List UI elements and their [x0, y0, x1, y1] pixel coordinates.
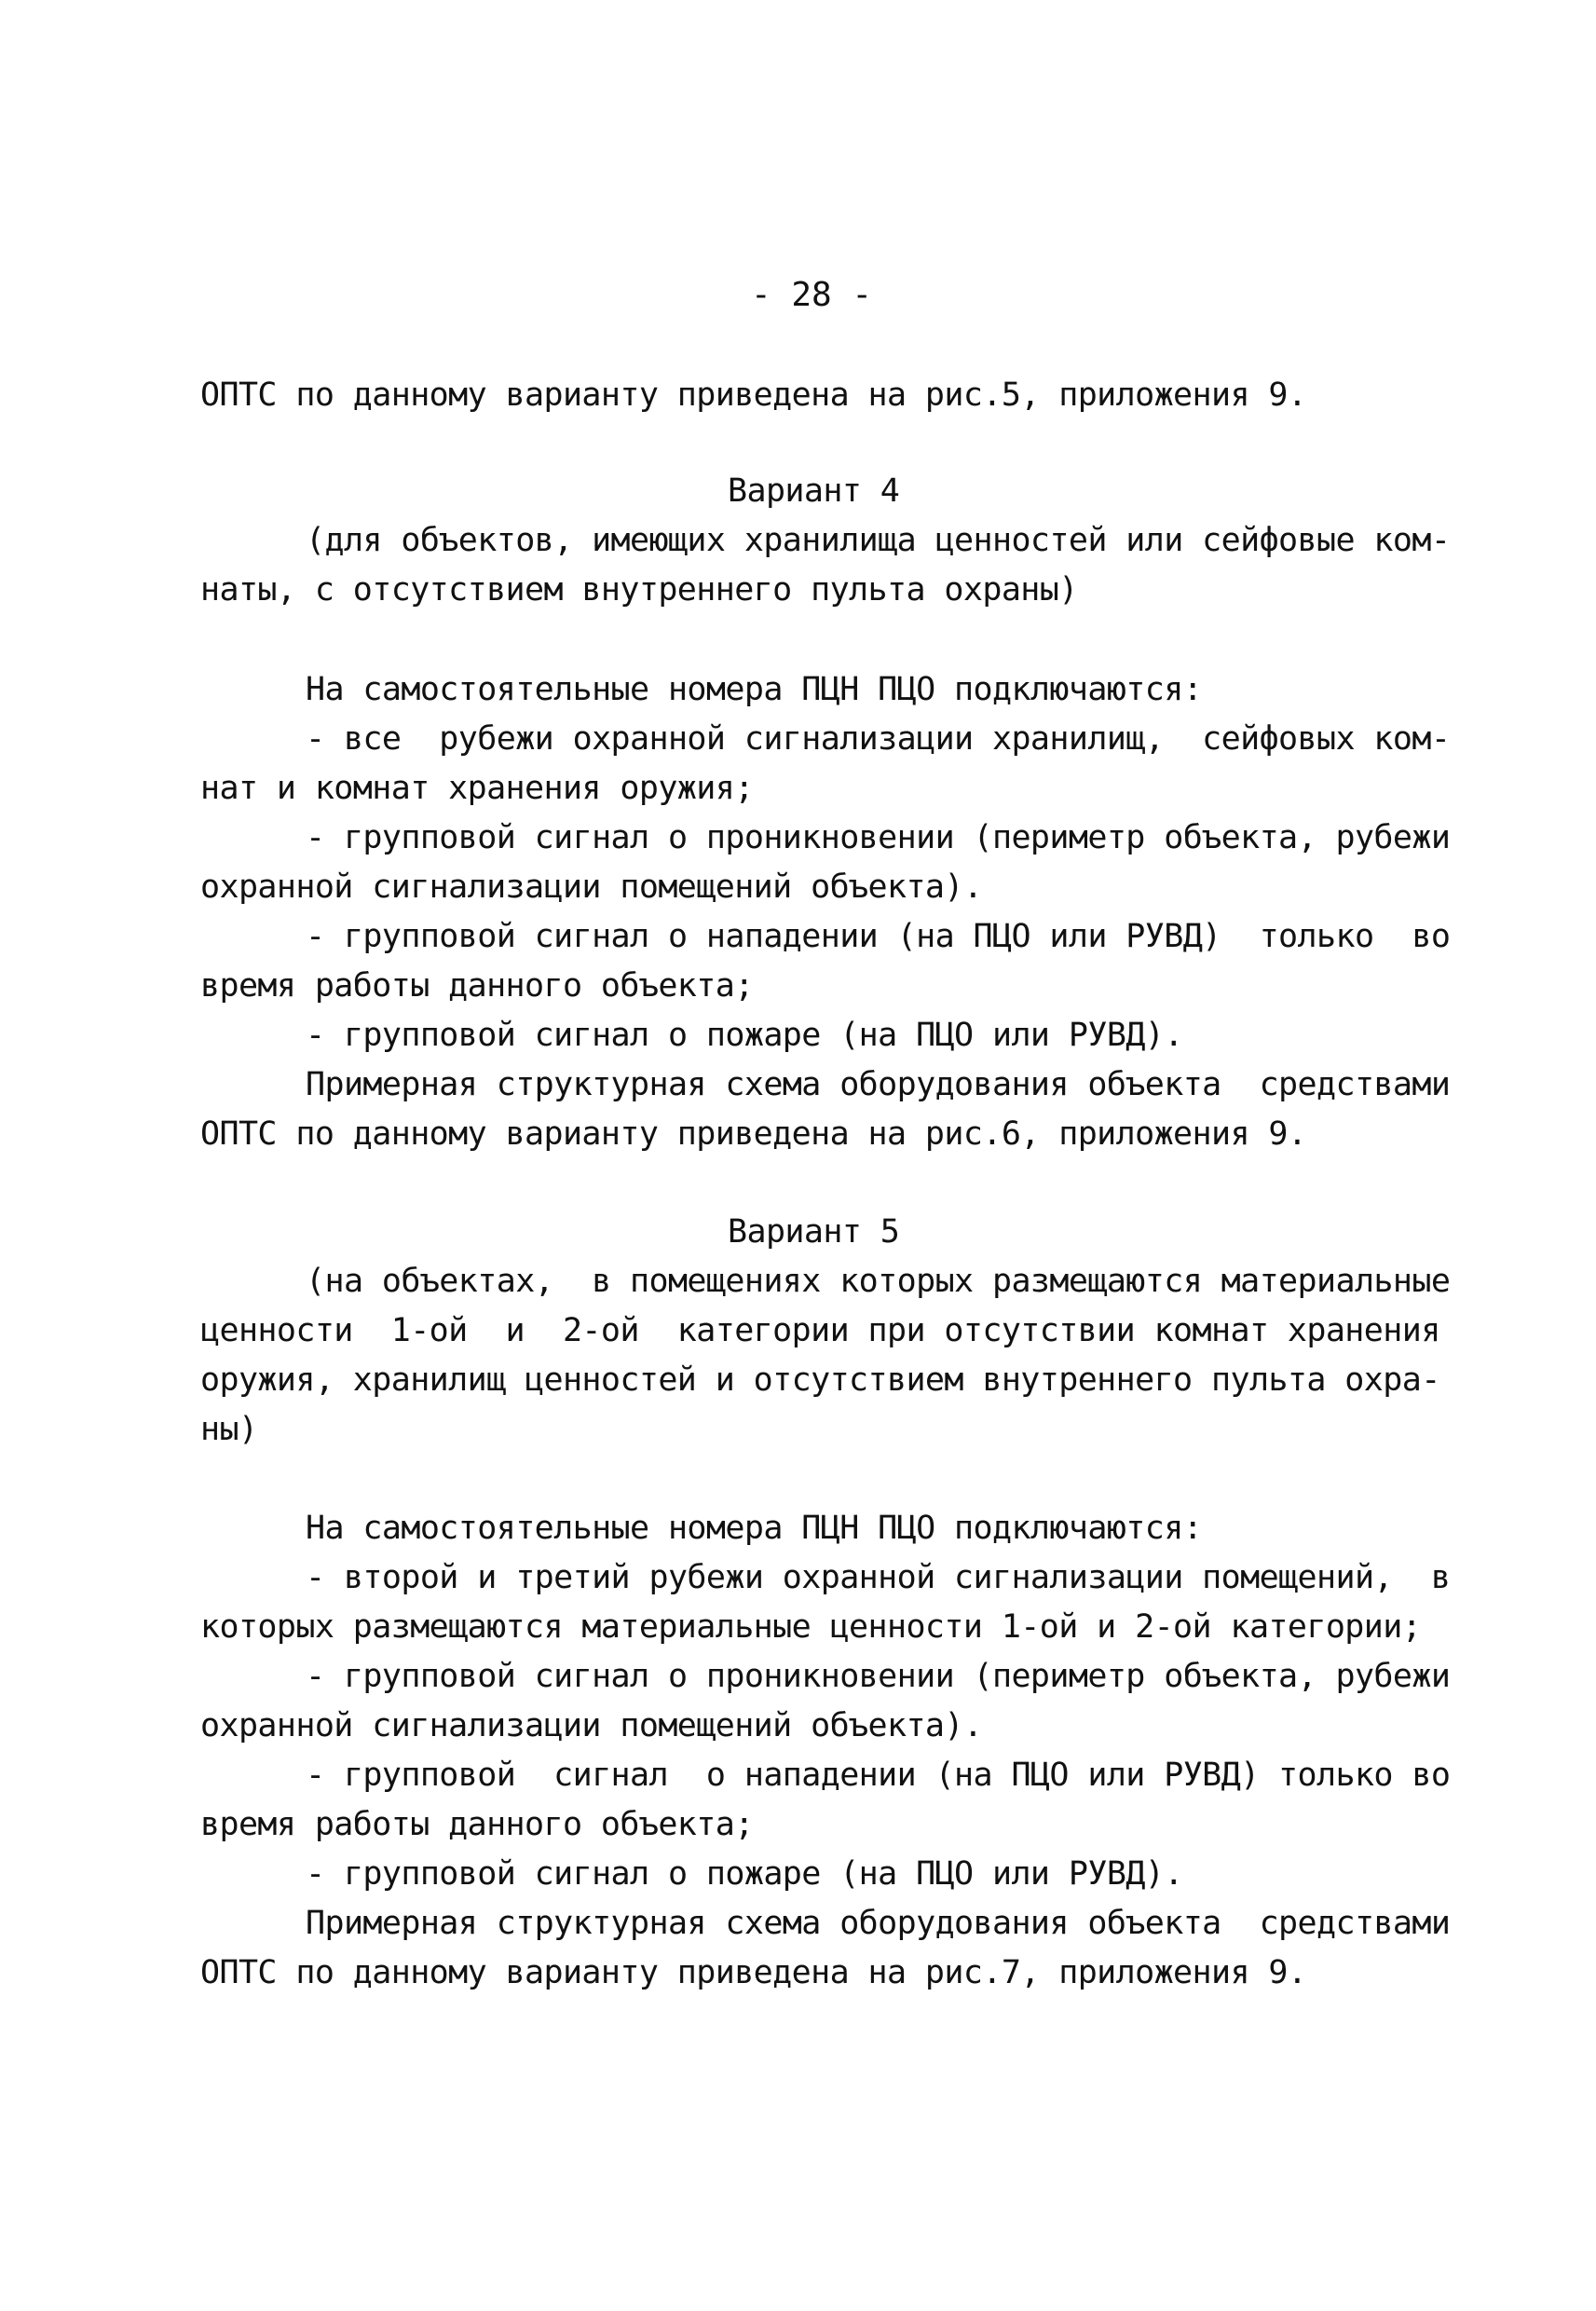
variant4-subtitle-line1: (для объектов, имеющих хранилища ценностей или сейфовые ком-: [306, 522, 1451, 559]
variant5-item2-line1: - групповой сигнал о проникновении (периметр объекта, рубежи: [306, 1658, 1451, 1695]
variant5-item1-line2: которых размещаются материальные ценности 1-ой и 2-ой категории;: [200, 1608, 1422, 1646]
variant5-connect-heading: На самостоятельные номера ПЦН ПЦО подключаются:: [306, 1510, 1203, 1547]
variant5-subtitle-line2: ценности 1-ой и 2-ой категории при отсутствии комнат хранения: [200, 1312, 1440, 1349]
variant5-summary-line1: Примерная структурная схема оборудования объекта средствами: [306, 1905, 1451, 1942]
variant5-summary-line2: ОПТС по данному варианту приведена на рис.7, приложения 9.: [200, 1954, 1307, 1991]
variant4-item1-line2: нат и комнат хранения оружия;: [200, 770, 754, 807]
variant4-item2-line1: - групповой сигнал о проникновении (периметр объекта, рубежи: [306, 819, 1451, 856]
variant5-item3-line1: - групповой сигнал о нападении (на ПЦО или РУВД) только во: [306, 1757, 1451, 1794]
variant5-item1-line1: - второй и третий рубежи охранной сигнализации помещений, в: [306, 1559, 1451, 1596]
variant5-subtitle-line3: оружия, хранилищ ценностей и отсутствием внутреннего пульта охра-: [200, 1361, 1440, 1399]
variant5-item4-line1: - групповой сигнал о пожаре (на ПЦО или РУВД).: [306, 1855, 1183, 1893]
variant4-title: Вариант 4: [728, 472, 900, 510]
variant4-subtitle-line2: наты, с отсутствием внутреннего пульта охраны): [200, 571, 1078, 609]
variant4-item4-line1: - групповой сигнал о пожаре (на ПЦО или РУВД).: [306, 1017, 1183, 1054]
variant5-title: Вариант 5: [728, 1213, 900, 1251]
variant4-connect-heading: На самостоятельные номера ПЦН ПЦО подключаются:: [306, 671, 1203, 708]
variant4-item3-line2: время работы данного объекта;: [200, 967, 754, 1005]
page-number: - 28 -: [751, 276, 873, 314]
variant4-summary-line1: Примерная структурная схема оборудования объекта средствами: [306, 1066, 1451, 1103]
intro-line: ОПТС по данному варианту приведена на рис.5, приложения 9.: [200, 376, 1307, 414]
variant5-subtitle-line4: ны): [200, 1411, 258, 1448]
variant4-summary-line2: ОПТС по данному варианту приведена на рис.6, приложения 9.: [200, 1115, 1307, 1153]
variant4-item2-line2: охранной сигнализации помещений объекта).: [200, 868, 983, 906]
variant5-subtitle-line1: (на объектах, в помещениях которых размещаются материальные: [306, 1263, 1451, 1300]
variant4-item3-line1: - групповой сигнал о нападении (на ПЦО или РУВД) только во: [306, 918, 1451, 955]
variant5-item3-line2: время работы данного объекта;: [200, 1806, 754, 1843]
variant5-item2-line2: охранной сигнализации помещений объекта).: [200, 1707, 983, 1744]
variant4-item1-line1: - все рубежи охранной сигнализации хранилищ, сейфовых ком-: [306, 720, 1451, 758]
